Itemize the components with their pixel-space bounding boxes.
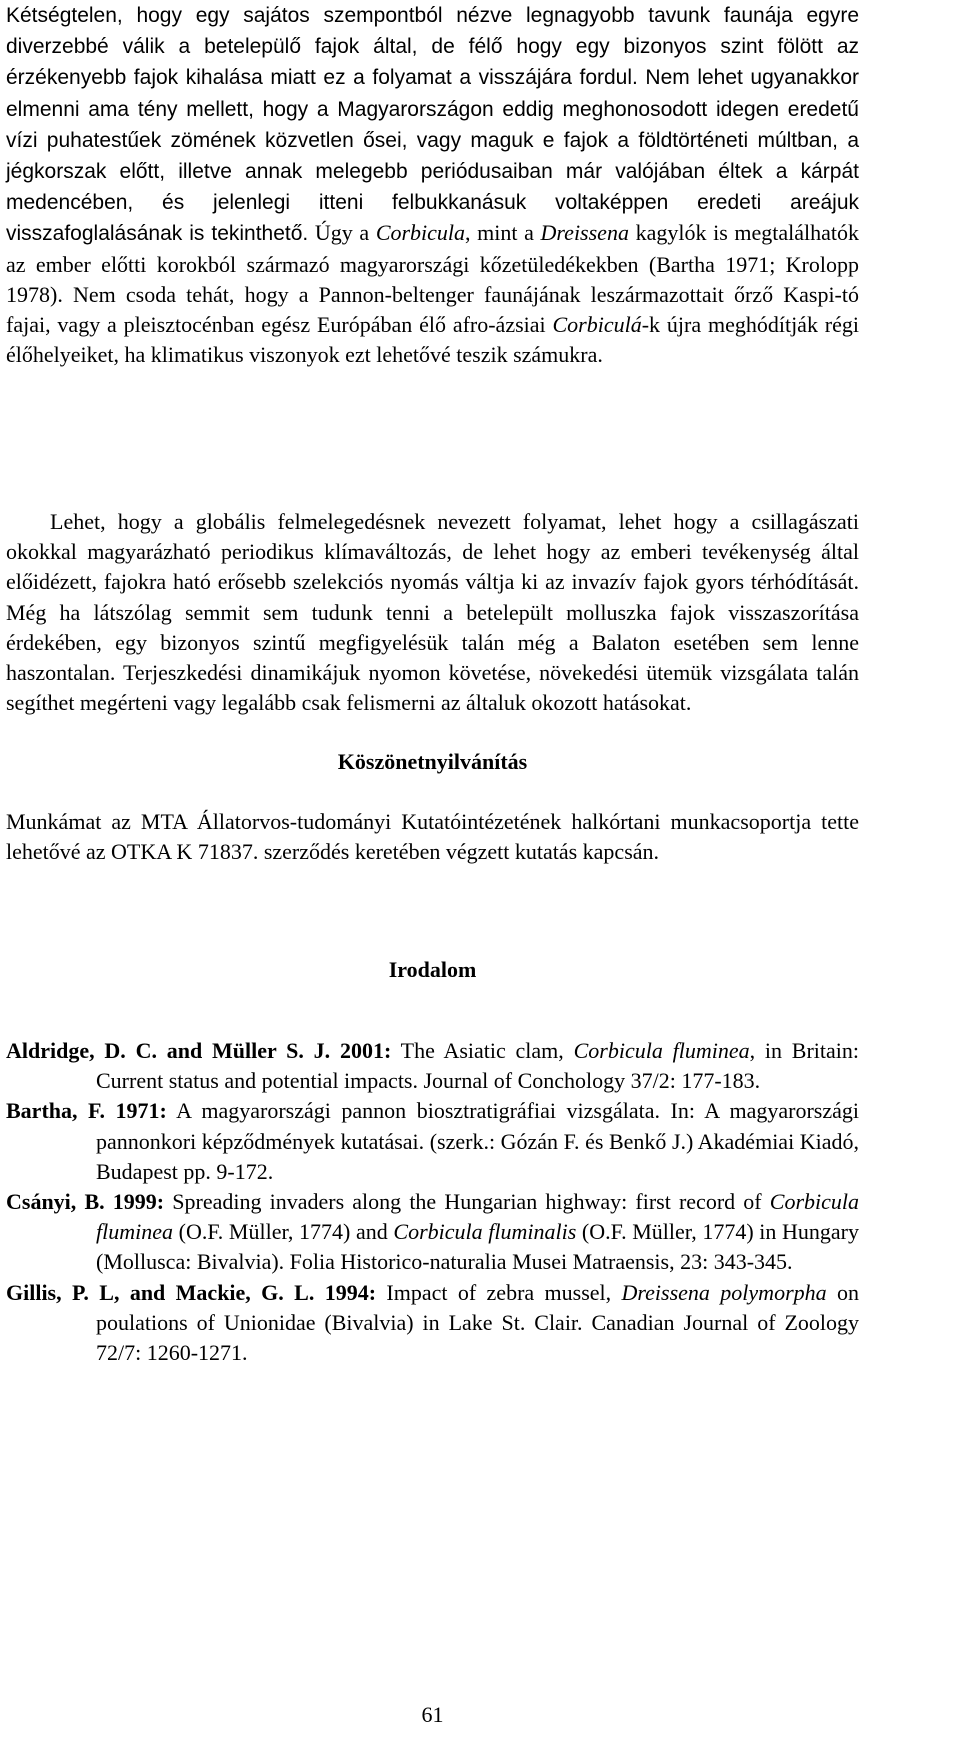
italic-term: Corbicula (375, 220, 466, 246)
body-paragraph-2: Lehet, hogy a globális felmelegedésnek nevezett folyamat, lehet hogy a csillagászati okokkal magyarázható periodikus klímaváltozás, de lehet hogy az emberi tevékenység által előidézett, fajokra ható erősebb szelekciós nyomás váltja ki az invazív fajok gyors térhódítását. Még ha látszólag semmit sem tudunk tenni a betelepült molluszka fajok visszaszorítása érdekében, egy bizonyos szintű megfigyelésük talán még a Balaton esetében sem lenne haszontalan. Terjeszkedési dinamikájuk nyomon követése, növekedési ütemük vizsgálata talán segíthet megérteni vagy legalább csak felismerni az általuk okozott hatásokat. (6, 509, 859, 716)
reference-authors-year: Bartha, F. 1971: (6, 1098, 167, 1124)
text-run: Kétségtelen, hogy egy sajátos szempontból nézve legnagyobb tavunk faunája egyre diverzebbé válik a betelepülő fajok által, de félő hogy egy bizonyos szint fölött az érzékenyebb fajok kihalása miatt ez a folyamat a visszájára fordul. Nem lehet ugyanakkor elmenni ama tény mellett, hogy a Magyarországon eddig meghonosodott idegen eredetű vízi puhatestűek zömének közvetlen ősei, vagy maguk e fajok a földtörténeti múltban, a jégkorszak előtt, illetve annak melegebb periódusaiban már valójában éltek a kárpát medencében, és jelenlegi itteni felbukkanásuk voltaképpen eredeti areájuk visszafoglalásának is tekinthető. (6, 4, 859, 246)
acknowledgement-heading: Köszönetnyilvánítás (337, 749, 528, 774)
reference-item (6, 1096, 859, 1187)
reference-authors-year: Aldridge, D. C. and Müller S. J. 2001: (6, 1038, 392, 1063)
acknowledgement-text: Munkámat az MTA Állatorvos-tudományi Kutatóintézetének halkórtani munkacsoportja tette lehetővé az OTKA K 71837. szerződés keretében végzett kutatás kapcsán. (6, 809, 859, 865)
reference-list (6, 1036, 859, 1368)
references-heading: Irodalom (388, 957, 477, 982)
text-run: (O.F. Müller, 1774) and (173, 1219, 394, 1245)
italic-term: Corbicula fluminalis (393, 1219, 577, 1245)
text-run: on poulations of Unionidae (Bivalvia) in Lake St. Clair. Canadian Journal of Zoology 72/7: 1260-1271. (96, 1279, 859, 1366)
text-run: A magyarországi pannon biosztratigráfiai vizsgálata. In: A magyarországi pannonkori képződmények kutatásai. (szerk.: Gózán F. és Benkő J.) Akadémiai Kiadó, Budapest pp. 9-172. (96, 1098, 859, 1184)
text-run: Impact of zebra mussel, (376, 1279, 622, 1305)
text-run: kagylók is megtalálhatók az ember előtti korokból származó magyarországi kőzetüledékekben (Bartha 1971; Krolopp 1978). Nem csoda tehát, hogy a Pannon-beltenger faunájának leszármazottait őrző Kaspi-tó fajai, vagy a pleisztocénban egész Európában élő afro-ázsiai (6, 220, 860, 338)
reference-authors-year: Gillis, P. L, and Mackie, G. L. 1994: (6, 1279, 377, 1305)
text-run: -k újra meghódítják régi élőhelyeiket, ha klimatikus viszonyok ezt lehetővé teszik számukra. (6, 312, 859, 368)
italic-term: Dreissena (540, 220, 629, 246)
italic-term: Corbicula fluminea (96, 1189, 860, 1245)
text-run: Úgy a (308, 220, 376, 246)
text-run: , mint a (465, 220, 541, 246)
italic-term: Corbicula fluminea (573, 1038, 750, 1063)
text-run: (O.F. Müller, 1774) in Hungary (Mollusca: Bivalvia). Folia Historico-naturalia Musei Matraensis, 23: 343-345. (96, 1219, 859, 1275)
text-run: Spreading invaders along the Hungarian highway: first record of (164, 1189, 770, 1215)
reference-item (6, 1278, 859, 1369)
page-number: 61 (421, 1702, 444, 1727)
reference-item (6, 1036, 859, 1096)
text-run: The Asiatic clam, (391, 1038, 574, 1063)
reference-authors-year: Csányi, B. 1999: (6, 1189, 165, 1215)
text-run: , in Britain: Current status and potential impacts. Journal of Conchology 37/2: 177-183. (96, 1038, 859, 1094)
reference-item (6, 1187, 859, 1278)
italic-term: Corbiculá (552, 312, 642, 338)
body-paragraph-1 (6, 0, 859, 370)
italic-term: Dreissena polymorpha (621, 1279, 827, 1305)
